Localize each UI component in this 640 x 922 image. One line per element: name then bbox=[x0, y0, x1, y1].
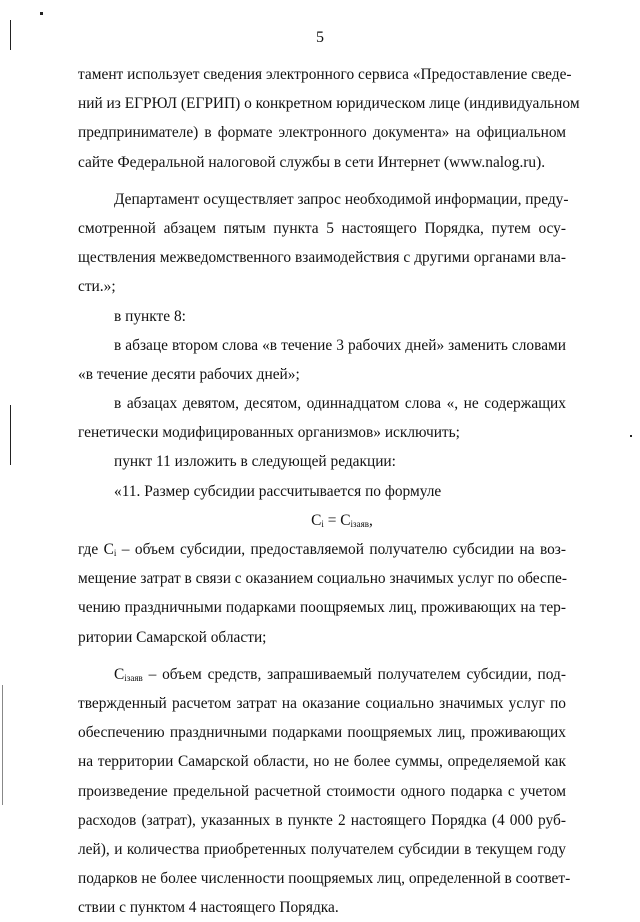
symbol-cizayav: C bbox=[114, 665, 125, 683]
text-line: мещение затрат в связи с оказанием социально значимых услуг по обеспе- bbox=[78, 570, 568, 588]
scan-mark bbox=[10, 20, 11, 50]
text-line: сти.»; bbox=[78, 278, 116, 296]
symbol-sub: iзаяв bbox=[124, 672, 143, 683]
formula-lhs-sub: i bbox=[321, 518, 324, 529]
text-line: пункт 11 изложить в следующей редакции: bbox=[114, 453, 396, 471]
formula-lhs: C bbox=[311, 511, 322, 529]
text-line: чению праздничными подарками поощряемых лиц, проживающих на тер- bbox=[78, 599, 566, 617]
text-line: сайте Федеральной налоговой службы в сети Интернет (www.nalog.ru). bbox=[78, 153, 546, 171]
text-line: предпринимателе) в формате электронного документа» на официальном bbox=[78, 124, 566, 142]
formula-rhs-sub: iзаяв bbox=[350, 518, 369, 529]
formula-eq: = C bbox=[323, 511, 351, 529]
text-line: Департамент осуществляет запрос необходимой информации, преду- bbox=[114, 190, 569, 208]
scan-mark bbox=[2, 685, 3, 805]
text-line: на территории Самарской области, но не более суммы, определяемой как bbox=[78, 753, 566, 771]
text-line: ществления межведомственного взаимодействия с другими органами вла- bbox=[78, 249, 566, 267]
text-fragment: – объем субсидии, предоставляемой получателю субсидии на воз- bbox=[116, 541, 567, 558]
text-line: в пункте 8: bbox=[114, 307, 186, 325]
text-line bbox=[78, 535, 566, 564]
text-line: ний из ЕГРЮЛ (ЕГРИП) о конкретном юридическом лице (индивидуальном bbox=[78, 95, 580, 113]
text-line: генетически модифицированных организмов» исключить; bbox=[78, 424, 460, 442]
symbol-sub: i bbox=[113, 548, 117, 558]
formula-tail: , bbox=[369, 511, 373, 529]
formula bbox=[78, 506, 566, 535]
text-line bbox=[78, 660, 566, 689]
text-line: тамент использует сведения электронного сервиса «Предоставление сведе- bbox=[78, 66, 572, 83]
text-line: смотренной абзацем пятым пункта 5 настоящего Порядка, путем осу- bbox=[78, 219, 566, 237]
text-line: «в течение десяти рабочих дней»; bbox=[78, 365, 300, 383]
text-line: подарков не более численности поощряемых лиц, определенной в соответ- bbox=[78, 870, 571, 888]
text-line: в абзацах девятом, десятом, одиннадцатом слова «, не содержащих bbox=[114, 395, 566, 413]
text-line: ритории Самарской области; bbox=[78, 628, 267, 646]
text-fragment: – объем средств, запрашиваемый получателем субсидии, под- bbox=[142, 665, 566, 683]
text-line: произведение предельной расчетной стоимости одного подарка с учетом bbox=[78, 782, 566, 800]
scan-mark bbox=[10, 405, 11, 465]
scan-mark bbox=[630, 435, 632, 437]
text-fragment: где C bbox=[78, 541, 114, 558]
text-line: твержденный расчетом затрат на оказание социально значимых услуг по bbox=[78, 694, 566, 712]
document-body bbox=[78, 60, 580, 922]
text-line: лей), и количества приобретенных получателем субсидии в текущем году bbox=[78, 840, 566, 858]
text-line: в абзаце втором слова «в течение 3 рабочих дней» заменить словами bbox=[114, 336, 566, 354]
scan-mark bbox=[40, 12, 43, 15]
paragraph-gap bbox=[78, 652, 566, 660]
page-number: 5 bbox=[316, 29, 324, 46]
text-line: расходов (затрат), указанных в пункте 2 настоящего Порядка (4 000 руб- bbox=[78, 811, 566, 829]
text-line: «11. Размер субсидии рассчитывается по формуле bbox=[114, 482, 442, 500]
text-line: ствии с пунктом 4 настоящего Порядка. bbox=[78, 899, 339, 917]
text-line: обеспечению праздничными подарками поощряемых лиц, проживающих bbox=[78, 724, 566, 742]
paragraph-gap bbox=[78, 177, 566, 185]
